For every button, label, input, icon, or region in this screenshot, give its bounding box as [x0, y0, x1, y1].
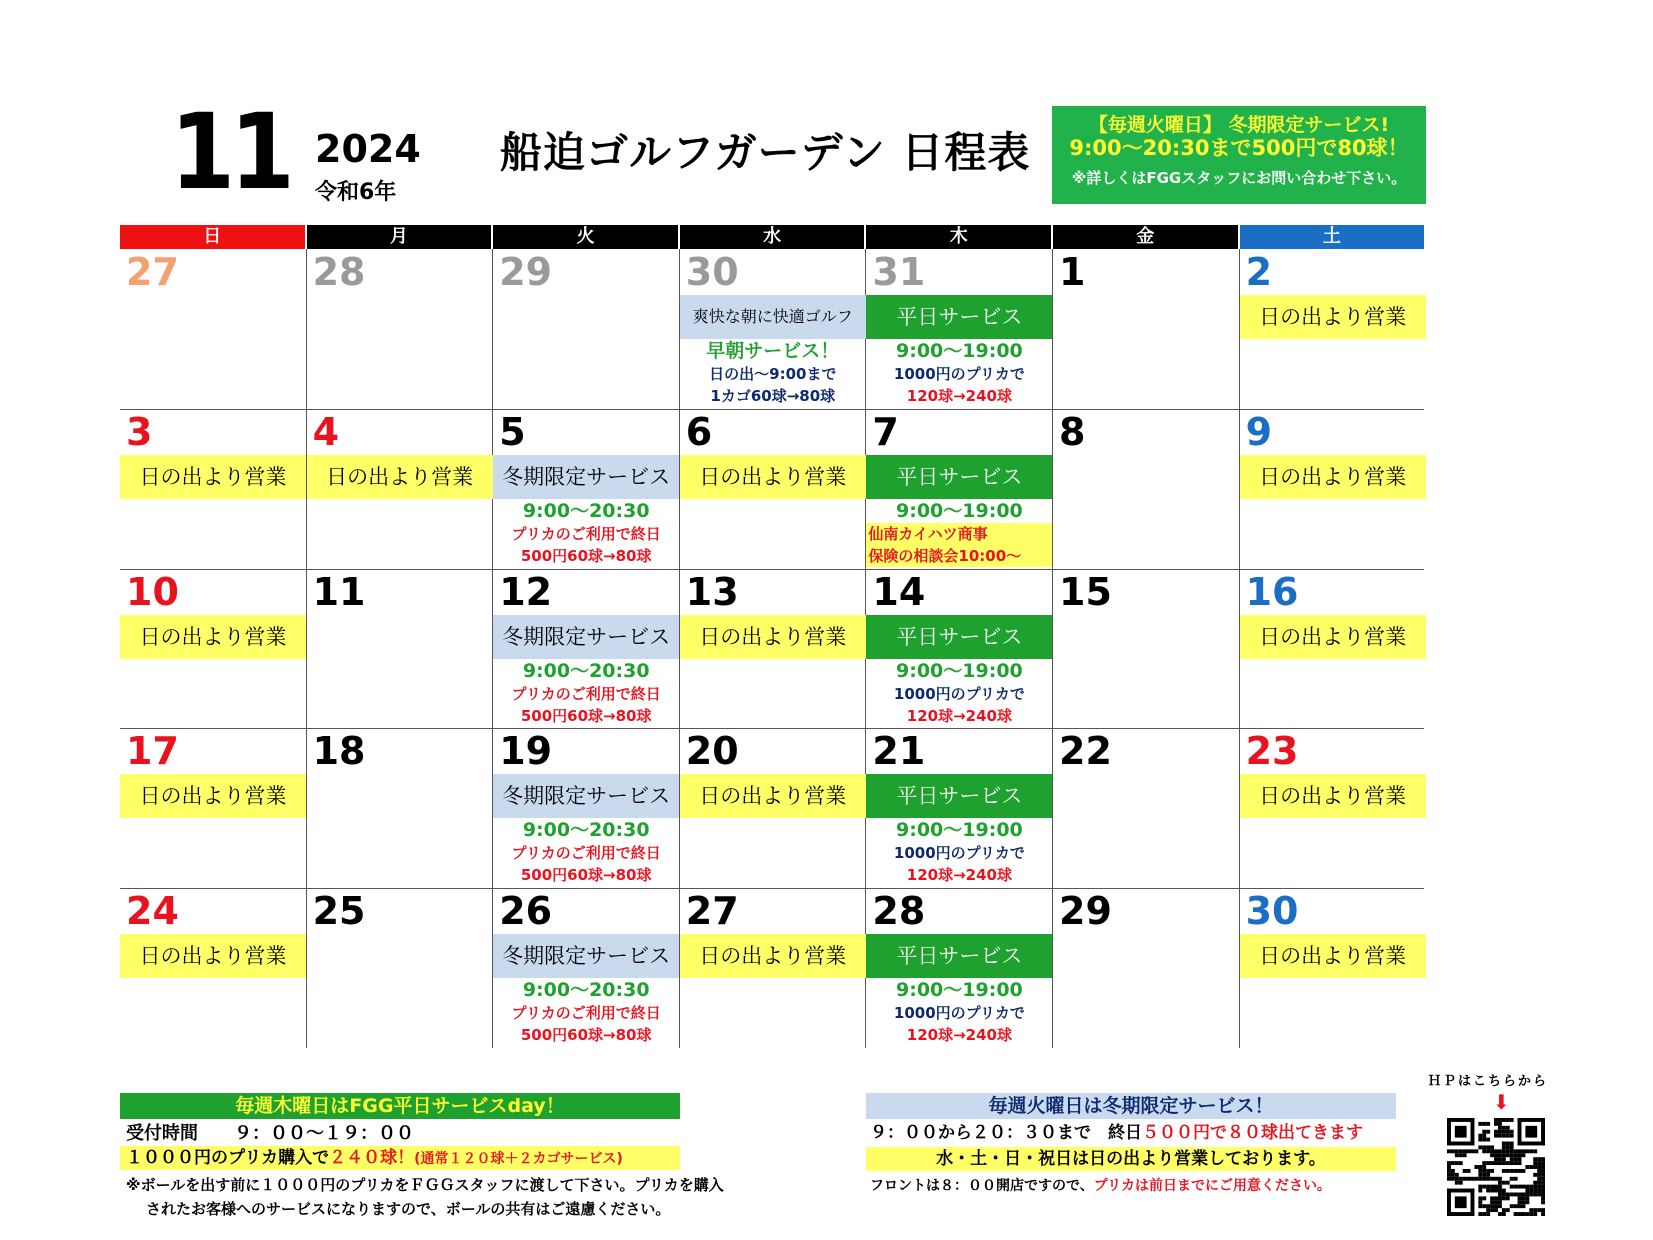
- day-number: 14: [872, 569, 926, 614]
- day-cell: [1053, 569, 1239, 729]
- tuesday-hours-row: [870, 1121, 1390, 1145]
- tuesday-service-banner: 毎週火曜日は冬期限定サービス！: [866, 1093, 1396, 1119]
- sunrise-hours-tag: 日の出より営業: [1240, 615, 1426, 659]
- service-line-3: 500円60球→80球: [520, 866, 652, 885]
- service-line-3: 500円60球→80球: [520, 546, 652, 565]
- day-cell: [866, 888, 1052, 1048]
- day-number: 24: [126, 889, 179, 934]
- morning-line-2: 日の出～9:00まで: [709, 365, 837, 383]
- offer-note: (通常１２０球＋２カゴサービス): [414, 1151, 623, 1167]
- day-cell: [866, 409, 1052, 569]
- weekday-service-details: [866, 660, 1052, 727]
- day-number: 1: [1059, 250, 1086, 294]
- tuesday-hours: ９：００から２０：３０まで 終日: [870, 1123, 1142, 1143]
- morning-tag: 爽快な朝に快適ゴルフ: [680, 295, 866, 339]
- weekday-header-tue: 火: [493, 225, 678, 249]
- day-number: 20: [685, 729, 739, 774]
- qr-code-icon[interactable]: [1447, 1118, 1545, 1216]
- year: 2024: [315, 127, 421, 171]
- day-number: 25: [312, 889, 366, 934]
- service-line-2: 1000円のプリカで: [893, 684, 1025, 703]
- weekday-header-wed: 水: [680, 225, 865, 249]
- winter-service-details: [493, 660, 679, 727]
- sunrise-hours-tag: 日の出より営業: [120, 774, 306, 818]
- sunrise-hours-tag: 日の出より営業: [120, 934, 306, 978]
- morning-line-3: 1カゴ60球→80球: [710, 387, 836, 405]
- day-number: 30: [685, 250, 739, 294]
- day-cell: [493, 728, 679, 888]
- day-number: 23: [1245, 729, 1299, 774]
- day-cell: [680, 569, 866, 729]
- day-cell: [307, 569, 493, 729]
- homepage-label: ＨＰはこちらから: [1428, 1074, 1549, 1089]
- day-cell: [493, 249, 679, 409]
- day-cell: [120, 249, 306, 409]
- day-number: 28: [872, 889, 926, 934]
- weekday-service-details: [866, 500, 1052, 523]
- winter-service-details: [493, 819, 679, 886]
- day-cell: [120, 888, 306, 1048]
- weekday-header-mon: 月: [307, 225, 492, 249]
- sunrise-hours-tag: 日の出より営業: [680, 455, 866, 499]
- hours-label: 受付時間: [126, 1123, 198, 1144]
- winter-service-details: [493, 979, 679, 1046]
- day-cell: [120, 569, 306, 729]
- service-line-3: 120球→240球: [906, 1026, 1012, 1045]
- weekday-service-details: [866, 819, 1052, 886]
- weekday-service-details: [866, 340, 1052, 407]
- day-number: 28: [312, 250, 366, 294]
- day-number: 27: [126, 250, 179, 294]
- day-number: 29: [499, 250, 553, 294]
- event-line-2: 保険の相談会10:00～: [868, 546, 1022, 565]
- service-line-3: 120球→240球: [906, 706, 1012, 725]
- day-cell: [1240, 728, 1426, 888]
- service-time: 9:00～19:00: [896, 819, 1023, 842]
- weekday-header-thu: 木: [866, 225, 1051, 249]
- day-cell: [866, 728, 1052, 888]
- day-number: 2: [1245, 250, 1273, 294]
- service-line-2: プリカのご利用で終日: [511, 1004, 661, 1023]
- sunrise-hours-tag: 日の出より営業: [1240, 934, 1426, 978]
- service-line-2: プリカのご利用で終日: [511, 524, 661, 543]
- weekday-service-tag: 平日サービス: [866, 934, 1052, 978]
- offer-balls: ２４０球！: [329, 1148, 415, 1168]
- weekday-service-tag: 平日サービス: [866, 455, 1052, 499]
- thursday-offer-row: [120, 1146, 680, 1170]
- day-cell: [307, 888, 493, 1048]
- day-cell: [866, 569, 1052, 729]
- service-line-2: 1000円のプリカで: [893, 844, 1025, 863]
- day-cell: [1240, 569, 1426, 729]
- day-number: 16: [1245, 569, 1299, 614]
- page-title: 船迫ゴルフガーデン 日程表: [500, 128, 1031, 177]
- service-line-2: 1000円のプリカで: [893, 1004, 1025, 1023]
- day-number: 11: [312, 569, 366, 614]
- service-line-2: 1000円のプリカで: [893, 365, 1025, 383]
- day-number: 17: [126, 729, 179, 774]
- day-number: 3: [126, 409, 153, 454]
- service-line-2: プリカのご利用で終日: [511, 684, 661, 703]
- front-desk-note: [870, 1176, 1331, 1196]
- calendar-grid: [120, 225, 1426, 1048]
- service-time: 9:00～20:30: [522, 659, 650, 682]
- month-number: 11: [170, 91, 290, 213]
- day-cell: [680, 409, 866, 569]
- arrow-down-icon: ⬇: [1493, 1090, 1510, 1114]
- service-time: 9:00～19:00: [896, 499, 1023, 522]
- day-number: 15: [1059, 569, 1112, 614]
- service-line-3: 500円60球→80球: [520, 706, 652, 725]
- day-number: 5: [499, 409, 526, 454]
- day-cell: [1053, 728, 1239, 888]
- weekday-service-tag: 平日サービス: [866, 295, 1052, 339]
- service-time: 9:00～20:30: [522, 979, 650, 1002]
- day-cell: [120, 728, 306, 888]
- day-cell: [680, 249, 866, 409]
- service-time: 9:00～20:30: [522, 499, 650, 522]
- day-cell: [1053, 249, 1239, 409]
- weekday-service-details: [866, 979, 1052, 1046]
- weekday-header-fri: 金: [1053, 225, 1238, 249]
- day-number: 26: [499, 889, 553, 934]
- japanese-era-year: 令和6年: [315, 180, 397, 205]
- sunrise-hours-tag: 日の出より営業: [680, 774, 866, 818]
- weekday-service-tag: 平日サービス: [866, 615, 1052, 659]
- day-cell: [493, 569, 679, 729]
- day-cell: [1053, 888, 1239, 1048]
- day-number: 29: [1059, 889, 1112, 934]
- promo-line-1: 【毎週火曜日】 冬期限定サービス!: [1088, 114, 1390, 136]
- front-desk-open: フロントは８：００開店ですので、: [870, 1178, 1094, 1194]
- thursday-service-banner: 毎週木曜日はFGG平日サービスday！: [120, 1093, 680, 1119]
- winter-service-tag: 冬期限定サービス: [493, 934, 679, 978]
- winter-promo-box: [1052, 106, 1426, 204]
- day-cell: [680, 888, 866, 1048]
- event-notice: [866, 523, 1052, 567]
- day-number: 9: [1245, 409, 1273, 454]
- service-line-3: 120球→240球: [906, 866, 1012, 885]
- promo-line-3: ※詳しくはFGGスタッフにお問い合わせ下さい。: [1071, 169, 1407, 187]
- day-cell: [1240, 888, 1426, 1048]
- sunrise-hours-tag: 日の出より営業: [680, 934, 866, 978]
- winter-service-tag: 冬期限定サービス: [493, 774, 679, 818]
- morning-service-details: [680, 340, 866, 407]
- winter-service-tag: 冬期限定サービス: [493, 455, 679, 499]
- day-number: 21: [872, 729, 926, 774]
- service-line-2: プリカのご利用で終日: [511, 844, 661, 863]
- sunrise-hours-tag: 日の出より営業: [120, 455, 306, 499]
- sunrise-hours-tag: 日の出より営業: [680, 615, 866, 659]
- promo-line-2: 9:00～20:30まで500円で80球！: [1069, 136, 1409, 160]
- hours-value: ９：００～１９：００: [234, 1123, 414, 1144]
- service-time: 9:00～19:00: [896, 659, 1023, 682]
- day-cell: [493, 409, 679, 569]
- prepaid-card-note: プリカは前日までにご用意ください。: [1093, 1178, 1332, 1194]
- day-number: 10: [126, 569, 179, 614]
- day-number: 27: [685, 889, 739, 934]
- winter-service-details: [493, 500, 679, 567]
- day-cell: [307, 249, 493, 409]
- sunrise-days-row: 水・土・日・祝日は日の出より営業しております。: [866, 1147, 1396, 1171]
- day-number: 6: [685, 409, 713, 454]
- weekday-service-tag: 平日サービス: [866, 774, 1052, 818]
- day-number: 13: [685, 569, 739, 614]
- day-cell: [120, 409, 306, 569]
- sunrise-hours-tag: 日の出より営業: [120, 615, 306, 659]
- day-number: 12: [499, 569, 553, 614]
- weekday-header-sat: 土: [1240, 225, 1425, 249]
- sunrise-hours-tag: 日の出より営業: [307, 455, 493, 499]
- tuesday-price: ５００円で８０球出てきます: [1142, 1123, 1363, 1143]
- day-number: 22: [1059, 729, 1112, 774]
- service-line-3: 500円60球→80球: [520, 1026, 652, 1045]
- offer-text: １０００円のプリカ購入で: [126, 1148, 330, 1168]
- service-time: 9:00～20:30: [522, 819, 650, 842]
- day-cell: [1053, 409, 1239, 569]
- day-cell: [866, 249, 1052, 409]
- day-number: 7: [872, 409, 899, 454]
- thursday-note-2: されたお客様へのサービスになりますので、ボールの共有はご遠慮ください。: [146, 1200, 671, 1218]
- thursday-note-1: ※ボールを出す前に１０００円のプリカをＦＧＧスタッフに渡して下さい。プリカを購入: [126, 1176, 724, 1194]
- day-cell: [1240, 249, 1426, 409]
- day-cell: [680, 728, 866, 888]
- service-line-3: 120球→240球: [906, 387, 1012, 405]
- day-number: 31: [872, 250, 926, 294]
- weekday-header-sun: 日: [120, 225, 305, 249]
- sunrise-hours-tag: 日の出より営業: [1240, 774, 1426, 818]
- day-number: 19: [499, 729, 553, 774]
- day-number: 30: [1245, 889, 1299, 934]
- service-time: 9:00～19:00: [896, 979, 1023, 1002]
- day-number: 8: [1059, 409, 1086, 454]
- day-cell: [307, 409, 493, 569]
- day-number: 4: [312, 409, 340, 454]
- winter-service-tag: 冬期限定サービス: [493, 615, 679, 659]
- event-line-1: 仙南カイハツ商事: [868, 524, 988, 543]
- sunrise-hours-tag: 日の出より営業: [1240, 295, 1426, 339]
- day-cell: [307, 728, 493, 888]
- day-cell: [493, 888, 679, 1048]
- morning-title: 早朝サービス！: [706, 340, 840, 362]
- service-time: 9:00～19:00: [896, 340, 1023, 362]
- day-number: 18: [312, 729, 366, 774]
- day-cell: [1240, 409, 1426, 569]
- thursday-hours-row: [126, 1123, 414, 1145]
- sunrise-hours-tag: 日の出より営業: [1240, 455, 1426, 499]
